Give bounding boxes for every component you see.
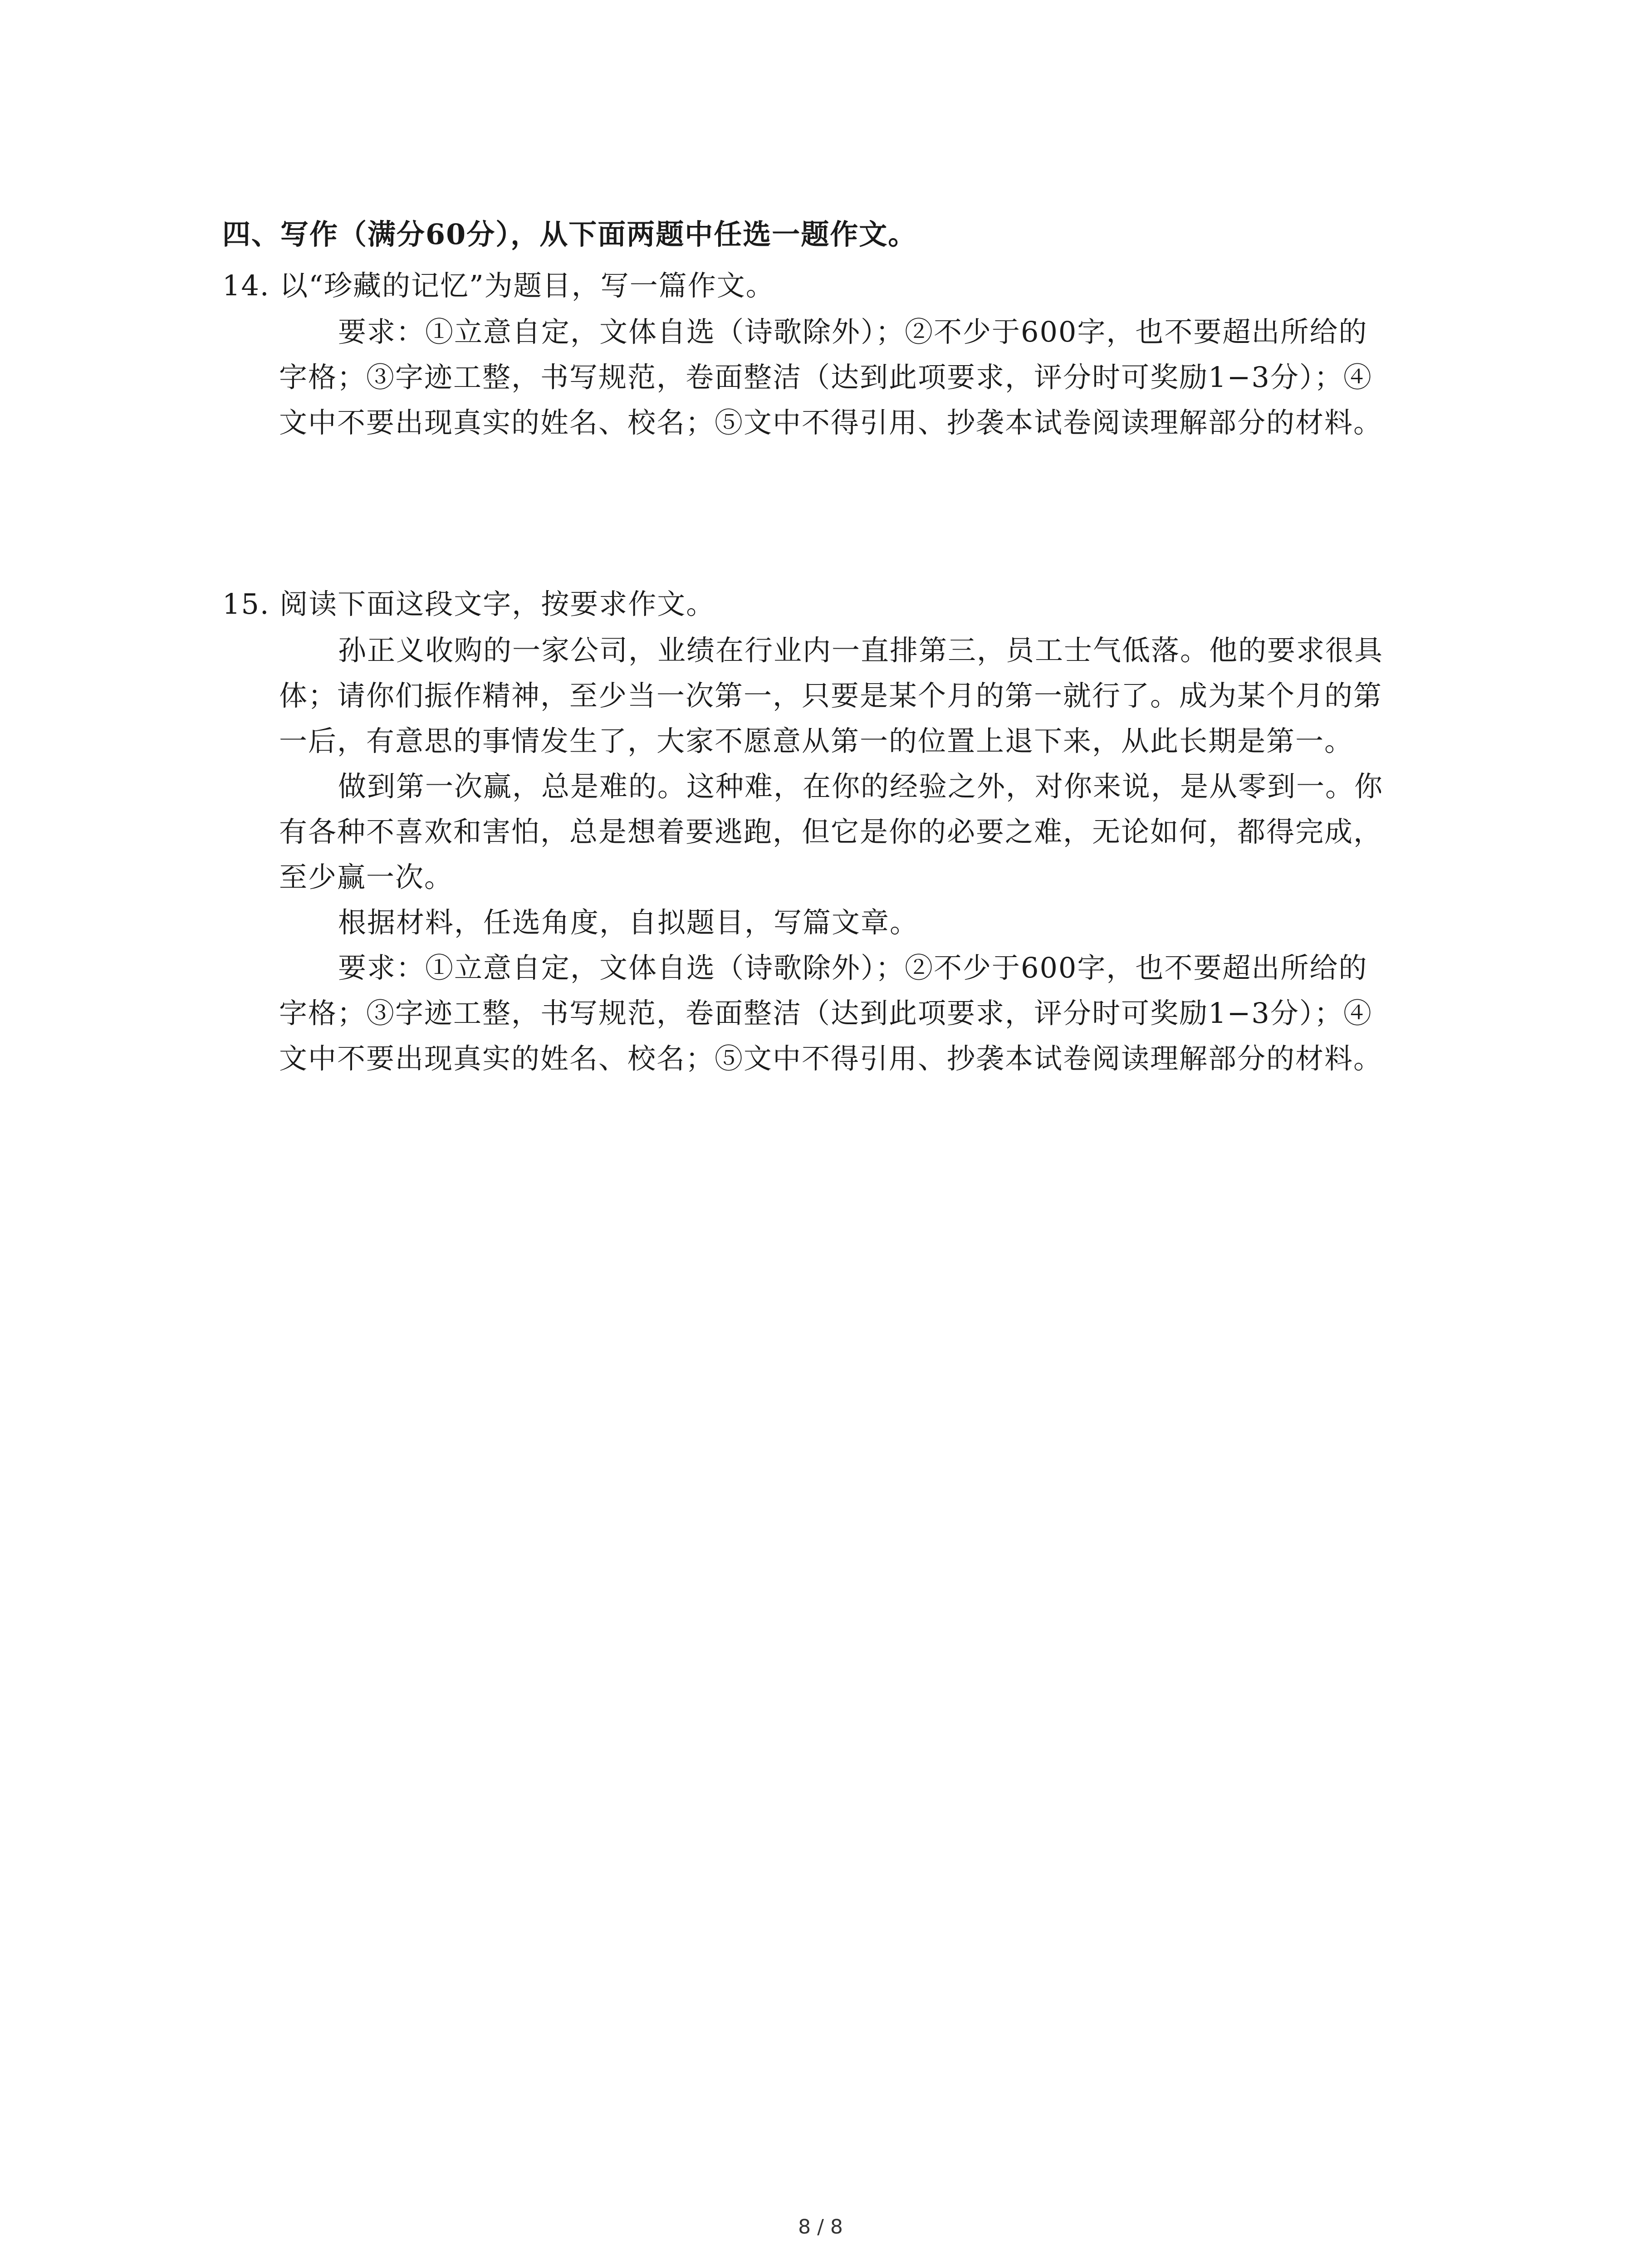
- q15-para1-line-2: 体；请你们振作精神，至少当一次第一，只要是某个月的第一就行了。成为某个月的第: [279, 679, 1383, 712]
- section-heading: 四、写作（满分60分），从下面两题中任选一题作文。: [222, 218, 917, 251]
- q14-req-line-2: 字格；③字迹工整，书写规范，卷面整洁（达到此项要求，评分时可奖励1−3分）；④: [279, 361, 1372, 394]
- q14-title: 14. 以“珍藏的记忆”为题目，写一篇作文。: [222, 269, 775, 302]
- q15-para2-line-2: 有各种不喜欢和害怕，总是想着要逃跑，但它是你的必要之难，无论如何，都得完成，: [279, 815, 1383, 848]
- q15-req-line-1: 要求：①立意自定，文体自选（诗歌除外）；②不少于600字，也不要超出所给的: [338, 951, 1368, 984]
- q15-para2-line-3: 至少赢一次。: [279, 860, 454, 894]
- q15-instruction: 根据材料，任选角度，自拟题目，写篇文章。: [338, 906, 919, 939]
- page-number: 8 / 8: [798, 2215, 843, 2239]
- q15-req-line-3: 文中不要出现真实的姓名、校名；⑤文中不得引用、抄袭本试卷阅读理解部分的材料。: [279, 1042, 1383, 1075]
- q14-req-line-3: 文中不要出现真实的姓名、校名；⑤文中不得引用、抄袭本试卷阅读理解部分的材料。: [279, 406, 1383, 439]
- q14-req-line-1: 要求：①立意自定，文体自选（诗歌除外）；②不少于600字，也不要超出所给的: [338, 315, 1368, 348]
- q15-para1-line-3: 一后，有意思的事情发生了，大家不愿意从第一的位置上退下来，从此长期是第一。: [279, 724, 1354, 758]
- q15-req-line-2: 字格；③字迹工整，书写规范，卷面整洁（达到此项要求，评分时可奖励1−3分）；④: [279, 997, 1372, 1030]
- q15-title: 15. 阅读下面这段文字，按要求作文。: [222, 587, 715, 621]
- q15-para2-line-1: 做到第一次赢，总是难的。这种难，在你的经验之外，对你来说，是从零到一。你: [338, 770, 1384, 803]
- q15-para1-line-1: 孙正义收购的一家公司，业绩在行业内一直排第三，员工士气低落。他的要求很具: [338, 634, 1384, 667]
